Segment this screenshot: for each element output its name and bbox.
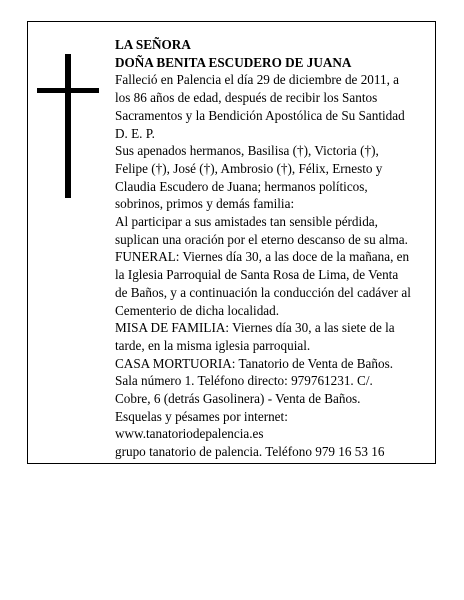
- notice-heading: LA SEÑORA: [115, 37, 191, 52]
- notice-line: D. E. P.: [115, 125, 155, 141]
- notice-line: Sus apenados hermanos, Basilisa (†), Victoria (†),: [115, 143, 379, 159]
- notice-line: Cementerio de dicha localidad.: [115, 302, 280, 318]
- cross-icon: [37, 54, 99, 198]
- notice-line: de Baños, y a continuación la conducción del cadáver al: [115, 284, 411, 300]
- notice-line: grupo tanatorio de palencia. Teléfono 979 16 53 16: [115, 444, 385, 460]
- notice-line: Cobre, 6 (detrás Gasolinera) - Venta de Baños.: [115, 391, 361, 407]
- notice-line: los 86 años de edad, después de recibir los Santos: [115, 90, 378, 106]
- notice-line: CASA MORTUORIA: Tanatorio de Venta de Baños.: [115, 355, 394, 371]
- notice-line: suplican una oración por el eterno descanso de su alma.: [115, 231, 408, 247]
- notice-line: MISA DE FAMILIA: Viernes día 30, a las siete de la: [115, 320, 395, 336]
- notice-line: sobrinos, primos y demás familia:: [115, 196, 295, 212]
- obituary-text: [115, 36, 430, 461]
- deceased-name: DOÑA BENITA ESCUDERO DE JUANA: [115, 54, 352, 70]
- website-link: www.tanatoriodepalencia.es: [115, 426, 264, 442]
- notice-line: Falleció en Palencia el día 29 de diciembre de 2011, a: [115, 72, 400, 88]
- notice-line: Esquelas y pésames por internet:: [115, 408, 288, 424]
- notice-line: Al participar a sus amistades tan sensible pérdida,: [115, 214, 378, 230]
- notice-line: Felipe (†), José (†), Ambrosio (†), Félix, Ernesto y: [115, 160, 383, 176]
- notice-line: FUNERAL: Viernes día 30, a las doce de la mañana, en: [115, 249, 410, 265]
- notice-line: la Iglesia Parroquial de Santa Rosa de Lima, de Venta: [115, 267, 399, 283]
- notice-line: tarde, en la misma iglesia parroquial.: [115, 337, 311, 353]
- notice-line: Sala número 1. Teléfono directo: 979761231. C/.: [115, 373, 373, 389]
- notice-line: Sacramentos y la Bendición Apostólica de Su Santidad: [115, 107, 405, 123]
- notice-line: Claudia Escudero de Juana; hermanos políticos,: [115, 178, 368, 194]
